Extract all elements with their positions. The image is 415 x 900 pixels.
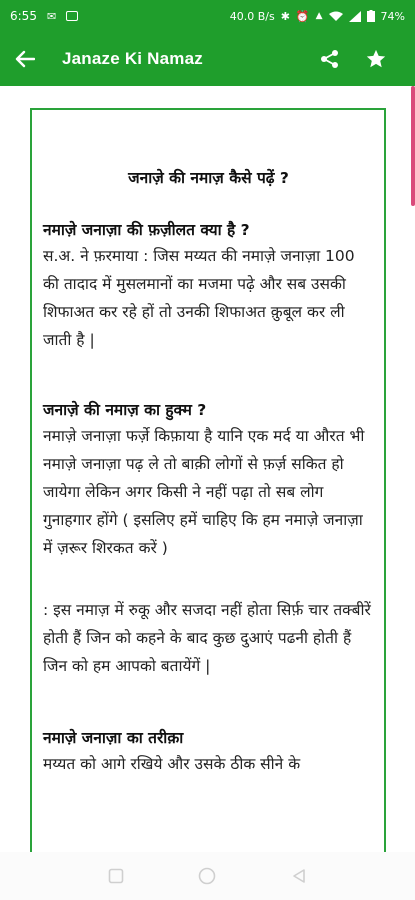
section-text-method: मय्यत को आगे रखिये और उसके ठीक सीने के	[43, 755, 301, 773]
section-text-virtue: स.अ. ने फ़रमाया : जिस मय्यत की नमाज़े जनाज़ा 100 की तादाद में मुसलमानों का मजमा पढ़े और सब उसकी शिफाअत कर रहे हों तो उनकी शिफाअत क़ुबूल कर ली जाती है |	[43, 247, 355, 349]
section-title-method: नमाज़े जनाज़ा का तरीक़ा	[43, 729, 184, 747]
triangle-back-icon	[291, 868, 307, 884]
star-icon	[365, 48, 387, 70]
recent-apps-button[interactable]	[96, 856, 136, 896]
system-back-button[interactable]	[279, 856, 319, 896]
article-heading: जनाज़े की नमाज़ कैसे पढ़ें ?	[128, 169, 289, 187]
battery-level: 74%	[380, 9, 405, 23]
home-button[interactable]	[187, 856, 227, 896]
share-icon	[320, 49, 340, 69]
favorite-button[interactable]	[353, 32, 399, 86]
scrollbar[interactable]	[411, 86, 415, 206]
square-icon	[108, 868, 124, 884]
bluetooth-icon: ✱	[280, 9, 290, 23]
alarm-icon: ⏰	[295, 9, 310, 23]
arrow-left-icon	[15, 50, 35, 68]
content-area[interactable]	[0, 86, 415, 852]
wifi-icon	[329, 11, 343, 22]
share-button[interactable]	[307, 32, 353, 86]
section-text-ruling-extra: : इस नमाज़ में रुकू और सजदा नहीं होता सिर्फ़ चार तक्बीरें होती हैं जिन को कहने के बाद कुछ दुआएं पढनी होती हैं जिन को हम आपको बतायेंगें |	[43, 601, 371, 675]
signal-icon	[349, 11, 361, 22]
page-title: Janaze Ki Namaz	[62, 49, 203, 68]
net-speed: 40.0 B/s	[229, 9, 275, 23]
system-nav-bar	[0, 852, 415, 900]
chat-icon: ✉	[46, 9, 57, 23]
section-text-ruling: नमाज़े जनाज़ा फर्ज़े किफ़ाया है यानि एक मर्द या औरत भी नमाज़े जनाज़ा पढ़ ले तो बाक़ी लोगों से फ़र्ज़ सकित हो जायेगा लेकिन अगर किसी ने नहीं पढ़ा तो सब लोग गुनाहगार होंगे ( इसलिए हमें चाहिए कि हम नमाज़े जनाज़ा में ज़रूर शिरकत करें )	[43, 427, 365, 557]
status-bar	[0, 0, 415, 32]
section-title-ruling: जनाज़े की नमाज़ का हुक्म ?	[43, 401, 207, 419]
battery-icon	[367, 10, 375, 22]
section-title-virtue: नमाज़े जनाज़ा की फ़ज़ीलत क्या है ?	[43, 221, 250, 239]
circle-icon	[198, 867, 216, 885]
back-button[interactable]	[0, 32, 50, 86]
article-card	[30, 108, 386, 852]
app-bar	[0, 32, 415, 86]
status-time: 6:55	[10, 9, 37, 23]
volte-icon: ▲	[315, 11, 323, 21]
gallery-icon	[66, 11, 78, 21]
